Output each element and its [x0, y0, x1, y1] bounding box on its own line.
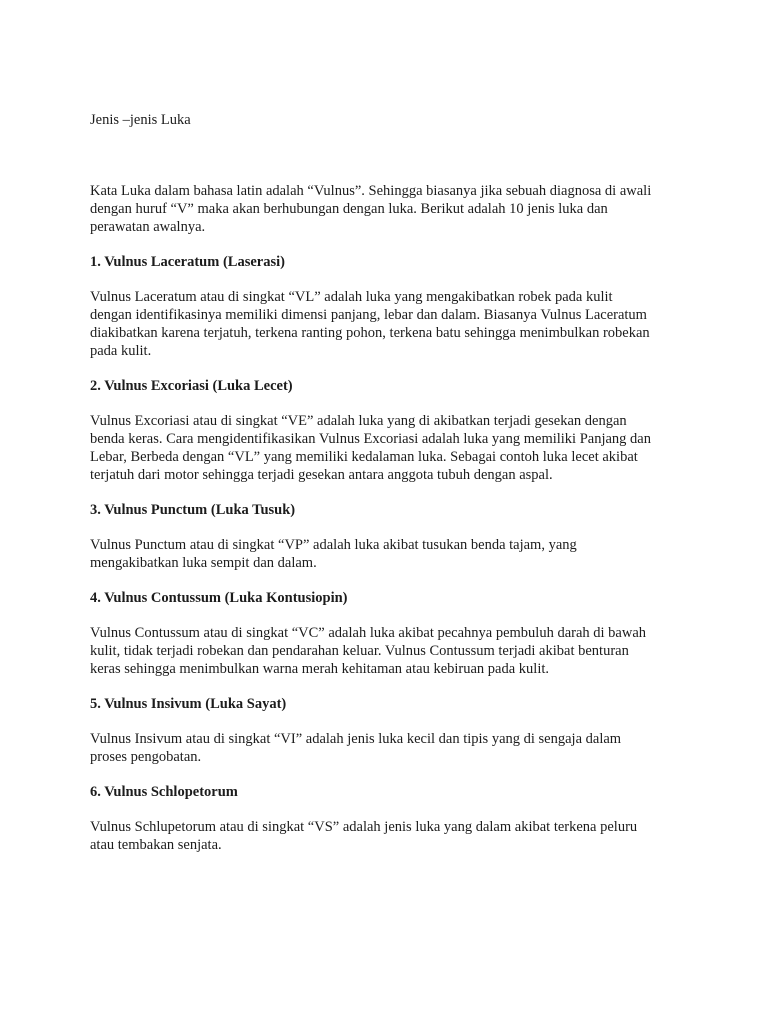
- body-line: proses pengobatan.: [90, 749, 202, 765]
- intro-line: dengan huruf “V” maka akan berhubungan dengan luka. Berikut adalah 10 jenis luka dan: [90, 201, 608, 217]
- body-line: Vulnus Laceratum atau di singkat “VL” adalah luka yang mengakibatkan robek pada kulit: [90, 289, 613, 305]
- section-body: [90, 412, 690, 484]
- body-line: Vulnus Contussum atau di singkat “VC” adalah luka akibat pecahnya pembuluh darah di bawah: [90, 625, 647, 641]
- body-line: diakibatkan karena terjatuh, terkena ranting pohon, terkena batu sehingga menimbulkan robekan: [90, 325, 650, 341]
- section-heading: 1. Vulnus Laceratum (Laserasi): [90, 254, 285, 270]
- body-line: pada kulit.: [90, 343, 152, 359]
- document-content: [90, 182, 690, 871]
- body-line: benda keras. Cara mengidentifikasikan Vulnus Excoriasi adalah luka yang memiliki Panjang dan: [90, 431, 651, 447]
- body-line: mengakibatkan luka sempit dan dalam.: [90, 555, 317, 571]
- section-heading: 5. Vulnus Insivum (Luka Sayat): [90, 696, 287, 712]
- intro-line: perawatan awalnya.: [90, 219, 206, 235]
- body-line: dengan identifikasinya memiliki dimensi panjang, lebar dan dalam. Biasanya Vulnus Laceratum: [90, 307, 647, 323]
- section-vulnus-schlopetorum: [90, 783, 690, 854]
- body-line: Lebar, Berbeda dengan “VL” yang memiliki kedalaman luka. Sebagai contoh luka lecet akibat: [90, 449, 638, 465]
- body-line: Vulnus Insivum atau di singkat “VI” adalah jenis luka kecil dan tipis yang di sengaja dalam: [90, 731, 622, 747]
- intro-paragraph: [90, 182, 690, 236]
- intro-line: Kata Luka dalam bahasa latin adalah “Vulnus”. Sehingga biasanya jika sebuah diagnosa di awali: [90, 183, 652, 199]
- section-body: [90, 288, 690, 360]
- body-line: terjatuh dari motor sehingga terjadi gesekan antara anggota tubuh dengan aspal.: [90, 467, 553, 483]
- body-line: atau tembakan senjata.: [90, 837, 222, 853]
- document-title: Jenis –jenis Luka: [90, 112, 191, 128]
- section-body: [90, 536, 690, 572]
- section-vulnus-contussum: [90, 589, 690, 678]
- section-heading: 4. Vulnus Contussum (Luka Kontusiopin): [90, 590, 348, 606]
- section-vulnus-excoriasi: [90, 377, 690, 484]
- body-line: Vulnus Schlupetorum atau di singkat “VS” adalah jenis luka yang dalam akibat terkena peluru: [90, 819, 638, 835]
- section-heading: 3. Vulnus Punctum (Luka Tusuk): [90, 502, 296, 518]
- section-vulnus-laceratum: [90, 253, 690, 360]
- body-line: keras sehingga menimbulkan warna merah kehitaman atau kebiruan pada kulit.: [90, 661, 550, 677]
- section-vulnus-punctum: [90, 501, 690, 572]
- section-body: [90, 624, 690, 678]
- body-line: kulit, tidak terjadi robekan dan pendarahan keluar. Vulnus Contussum terjadi akibat benturan: [90, 643, 629, 659]
- body-line: Vulnus Punctum atau di singkat “VP” adalah luka akibat tusukan benda tajam, yang: [90, 537, 577, 553]
- section-vulnus-insivum: [90, 695, 690, 766]
- section-body: [90, 730, 690, 766]
- section-heading: 2. Vulnus Excoriasi (Luka Lecet): [90, 378, 293, 394]
- body-line: Vulnus Excoriasi atau di singkat “VE” adalah luka yang di akibatkan terjadi gesekan dengan: [90, 413, 627, 429]
- section-body: [90, 818, 690, 854]
- section-heading: 6. Vulnus Schlopetorum: [90, 784, 238, 800]
